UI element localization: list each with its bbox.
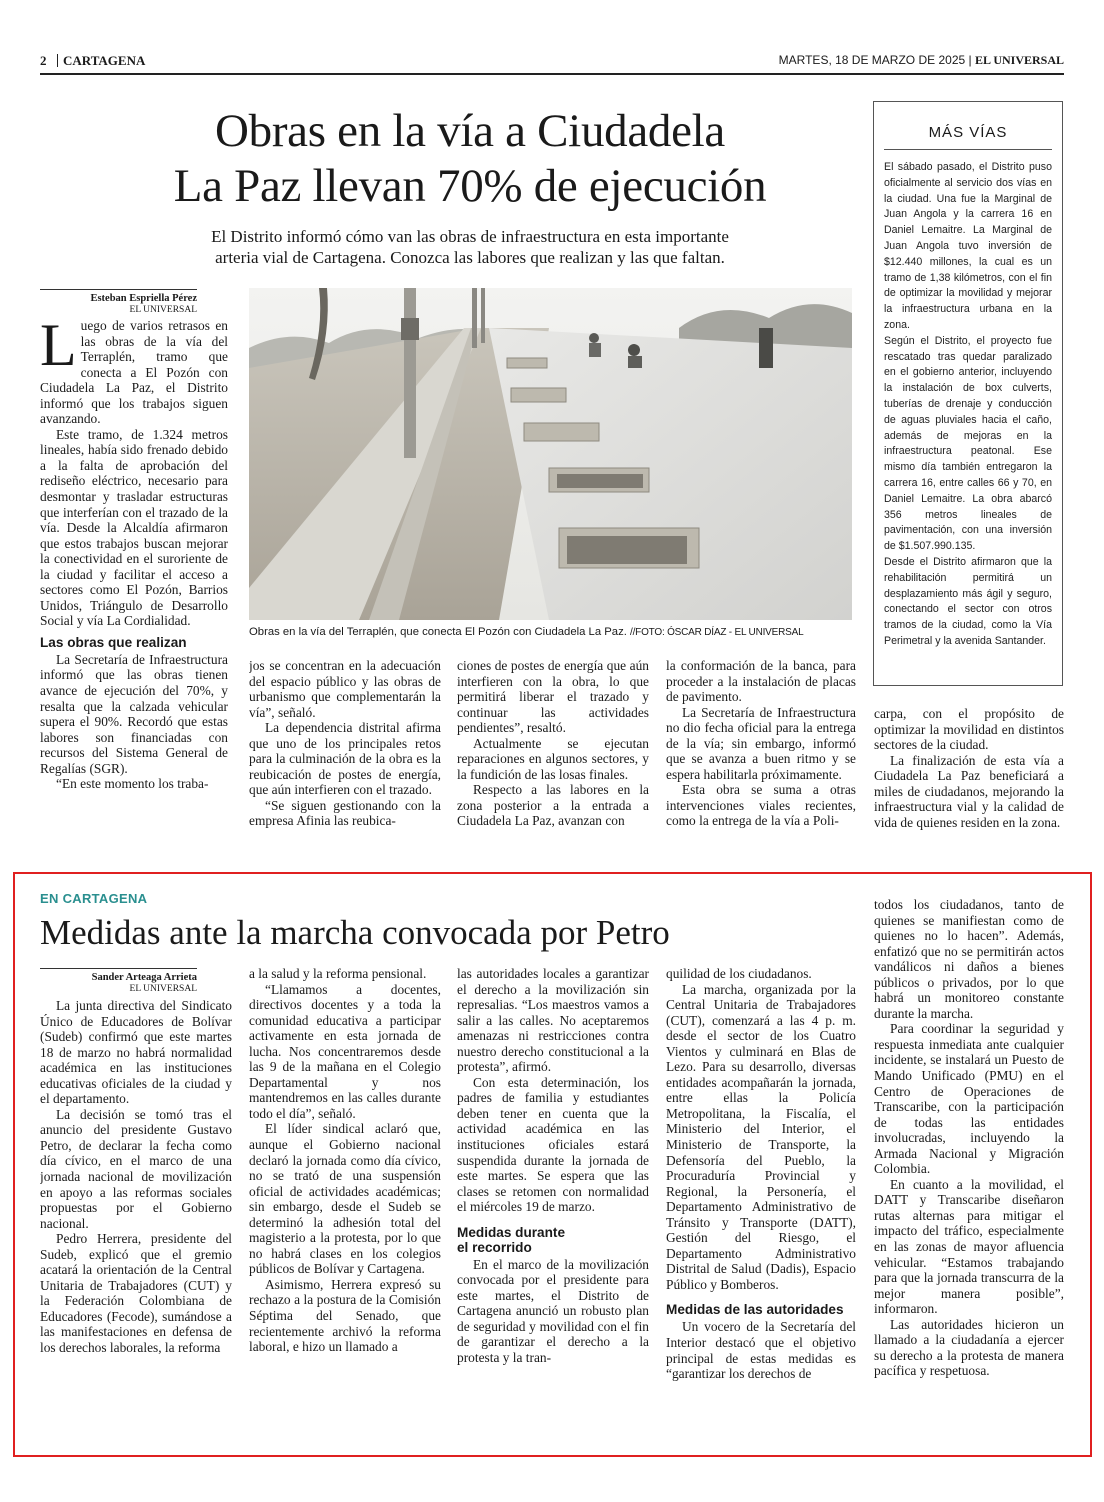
body-paragraph: Pedro Herrera, presidente del Sudeb, explicó que el gremio acatará la orientación de la Central Unitaria de Trabajadores (CUT) y la Federación Colombiana de Educadores (Fecode), sumándose a las manifestaciones en defensa de los derechos laborales, la reforma <box>40 1231 232 1356</box>
article1-column-5 <box>874 706 1064 864</box>
body-paragraph: Asimismo, Herrera expresó su rechazo a la postura de la Comisión Séptima del Senado, que recientemente archivó la reforma laboral, e hizo un llamado a <box>249 1276 441 1355</box>
body-paragraph: Este tramo, de 1.324 metros lineales, había sido frenado debido a la falta de aprobación del rediseño eléctrico, necesario para desmontar y trasladar estructuras que interferían con el trazado de la vía. Desde la Alcaldía afirmaron que estos trabajos buscan mejorar la conectividad en el suroriente de la ciudad y facilitar el acceso a sectores como El Pozón, Barrios Unidos, Triángulo de Desarrollo Social y vía La Cordialidad. <box>40 426 228 629</box>
article2-kicker: EN CARTAGENA <box>40 891 148 906</box>
subheading <box>457 1225 649 1255</box>
body-paragraph: En cuanto a la movilidad, el DATT y Transcaribe diseñaron rutas alternas para mitigar el impacto del tráfico, especialmente en las zonas de mayor afluencia vehicular. “Estamos trabajando para que la jornada transcurra de la mejor manera posible”, informaron. <box>874 1176 1064 1317</box>
page-number: 2 <box>40 53 47 68</box>
body-paragraph: jos se concentran en la adecuación del espacio público y las obras de urbanismo que complementarán la vía”, señaló. <box>249 658 441 720</box>
body-paragraph: La dependencia distrital afirma que uno de los principales retos para la culminación de la obra es la reubicación de postes de energía, que aún interfieren con el trazado. <box>249 720 441 798</box>
body-paragraph: Las autoridades hicieron un llamado a la ciudadanía a ejercer su derecho a la protesta de manera pacífica y respetuosa. <box>874 1316 1064 1379</box>
article1-column-2 <box>249 658 441 864</box>
article2-headline: Medidas ante la marcha convocada por Petro <box>40 913 670 952</box>
page-header <box>40 53 1064 75</box>
body-paragraph: Un vocero de la Secretaría del Interior destacó que el objetivo principal de estas medidas es “garantizar los derechos de <box>666 1319 856 1382</box>
body-paragraph: ciones de postes de energía que aún interfieren con la obra, lo que permitirá liberar el trazado y continuar las actividades pendientes”, resaltó. <box>457 658 649 736</box>
byline-organization: EL UNIVERSAL <box>129 305 197 315</box>
header-divider: | <box>968 53 975 67</box>
sidebar-body <box>884 160 1052 650</box>
drop-cap: L <box>40 318 77 378</box>
body-paragraph: “Se siguen gestionando con la empresa Afinia las reubica- <box>249 797 441 829</box>
article-photo <box>249 288 852 620</box>
body-paragraph: la conformación de la banca, para proceder a la instalación de placas de pavimento. <box>666 658 856 705</box>
body-paragraph: quilidad de los ciudadanos. <box>666 966 812 981</box>
body-paragraph: todos los ciudadanos, tanto de quienes se manifiestan como de quienes no lo hacen”. Además, enfatizó que no se permitirán actos vandálicos ni daños a bienes públicos o privados, por lo que habrá un monitoreo constante durante la marcha. <box>874 897 1064 1021</box>
newspaper-name: EL UNIVERSAL <box>974 53 1064 67</box>
article1-headline <box>90 104 850 214</box>
subheading: Medidas de las autoridades <box>666 1302 844 1318</box>
body-paragraph: Esta obra se suma a otras intervenciones viales recientes, como la entrega de la vía a Poli- <box>666 782 856 829</box>
body-paragraph: Actualmente se ejecutan reparaciones en algunos sectores, y la fundición de las losas finales. <box>457 735 649 782</box>
lead-text: uego de varios retrasos en las obras de la vía del Terraplén, tramo que conecta a El Pozón con Ciudadela La Paz, el Distrito informó que los trabajos siguen avanzando. <box>40 318 228 427</box>
body-paragraph: La finalización de esta vía a Ciudadela La Paz beneficiará a miles de ciudadanos, mejorando la infraestructura vial y la calidad de vida de quienes residen en la zona. <box>874 752 1064 830</box>
body-paragraph: El líder sindical aclaró que, aunque el Gobierno nacional declaró la jornada como día cívico, no se trató de una suspensión oficial de actividades académicas; sin embargo, desde el Sudeb se determinó la adhesión total del magisterio a la protesta, por lo que no habrá clases en los colegios públicos de Bolívar y Cartagena. <box>249 1121 441 1277</box>
byline-organization: EL UNIVERSAL <box>129 984 197 994</box>
caption-text: Obras en la vía del Terraplén, que conecta El Pozón con Ciudadela La Paz. <box>249 626 627 638</box>
subheading-line: el recorrido <box>457 1239 532 1255</box>
header-right <box>779 53 1064 68</box>
body-paragraph: En el marco de la movilización convocada por el presidente para este martes, el Distrito de Cartagena anunció un robusto plan de seguridad y movilidad con el fin de garantizar el derecho a la protesta y la tran- <box>457 1256 649 1366</box>
article2-column-1 <box>40 998 232 1438</box>
section-divider <box>57 54 58 67</box>
body-paragraph: La marcha, organizada por la Central Unitaria de Trabajadores (CUT), comenzará a las 4 p. m. desde el sector de los Cuatro Vientos y culminará en Blas de Lezo. Para su desarrollo, diversas entidades acompañarán la jornada, entre ellas la Policía Metropolitana, la Fiscalía, el Ministerio del Interior, el Ministerio de Transporte, la Defensoría del Pueblo, la Procuraduría Provincial y Regional, la Personería, el Departamento Administrativo de Tránsito y Transporte (DATT), Gestión del Riesgo, el Departamento Administrativo Distrital de Salud (Dadis), Espacio Público y Bomberos. <box>666 981 856 1292</box>
subtitle-line-2: arteria vial de Cartagena. Conozca las labores que realizan y las que faltan. <box>215 248 725 267</box>
body-paragraph: Con esta determinación, los padres de familia y estudiantes deben tener en cuenta que la actividad académica en las instituciones oficiales estará suspendida durante la jornada de este martes. Se espera que las clases se retomen con normalidad el miércoles 19 de marzo. <box>457 1074 649 1215</box>
article1-column-4 <box>666 658 856 864</box>
lead-paragraph <box>40 318 228 427</box>
photo-credit: //FOTO: ÓSCAR DÍAZ - EL UNIVERSAL <box>630 627 804 638</box>
article1-column-1 <box>40 318 228 866</box>
article1-byline <box>40 289 197 316</box>
sidebar-box <box>873 101 1063 686</box>
byline-author: Esteban Espriella Pérez <box>90 293 197 304</box>
body-paragraph: Respecto a las labores en la zona posterior a la entrada a Ciudadela La Paz, avanzan con <box>457 782 649 829</box>
article1-subtitle <box>110 226 830 268</box>
article2-column-5 <box>874 897 1064 1438</box>
body-paragraph: carpa, con el propósito de optimizar la movilidad en distintos sectores de la ciudad. <box>874 706 1064 753</box>
body-paragraph: La decisión se tomó tras el anuncio del presidente Gustavo Petro, de declarar la fecha como día cívico, en el marco de una jornada nacional de movilización en apoyo a las reformas sociales propuestas por el Gobierno nacional. <box>40 1106 232 1231</box>
article1-column-3 <box>457 658 649 864</box>
headline-line-2: La Paz llevan 70% de ejecución <box>173 160 767 212</box>
body-paragraph: a la salud y la reforma pensional. <box>249 966 427 981</box>
sidebar-paragraph: El sábado pasado, el Distrito puso oficialmente al servicio dos vías en la ciudad. Una fue la Marginal de Juan Angola y la carrera 16 en Daniel Lemaitre. La Marginal de Juan Angola tuvo inversión de $12.440 millones, la cual es un tramo de 1,38 kilómetros, con el fin de optimizar la movilidad y mejorar la infraestructura urbana en la zona. <box>884 161 1052 331</box>
subtitle-line-1: El Distrito informó cómo van las obras de infraestructura en esta importante <box>211 227 729 246</box>
article2-column-4 <box>666 966 856 1438</box>
body-paragraph: Para coordinar la seguridad y respuesta inmediata ante cualquier incidente, se instalará un Puesto de Mando Unificado (PMU) en el Centro de Operaciones de Transcaribe, con la participación de todas las entidades involucradas, incluyendo la Armada Nacional y Migración Colombia. <box>874 1021 1064 1177</box>
body-paragraph: La junta directiva del Sindicato Único de Educadores de Bolívar (Sudeb) confirmó que este martes 18 de marzo no habrá normalidad académica en las instituciones educativas oficiales de la ciudad y el departamento. <box>40 998 232 1107</box>
subheading-line: Medidas durante <box>457 1224 566 1240</box>
issue-date: MARTES, 18 DE MARZO DE 2025 <box>778 53 966 67</box>
section-name: CARTAGENA <box>63 53 146 68</box>
body-paragraph: La Secretaría de Infraestructura no dio fecha oficial para la entrega de la vía; sin embargo, informó que se avanza a buen ritmo y se espera habilitarla próximamente. <box>666 704 856 782</box>
sidebar-title: MÁS VÍAS <box>884 110 1052 150</box>
article2-column-3 <box>457 966 649 1438</box>
road-works-photo <box>249 288 852 620</box>
headline-line-1: Obras en la vía a Ciudadela <box>214 105 725 157</box>
subheading: Las obras que realizan <box>40 634 187 650</box>
body-paragraph: las autoridades locales a garantizar el derecho a la movilización sin represalias. “Los maestros vamos a salir a las calles. No aceptaremos amenazas ni restricciones contra nuestro derecho constitucional a la protesta”, afirmó. <box>457 966 649 1075</box>
photo-caption <box>249 625 852 640</box>
article2-column-2 <box>249 966 441 1438</box>
sidebar-paragraph: Según el Distrito, el proyecto fue rescatado tras quedar paralizado en el gobierno anterior, incluyendo la instalación de box culverts, tuberías de drenaje y conducción de aguas pluviales hacia el caño, además de mejoras en la infraestructura peatonal. Ese mismo día también entregaron la carrera 16, entre calles 66 y 70, en Daniel Lemaitre. La obra abarcó 356 metros lineales de pavimentación, con una inversión de $1.507.990.135. <box>884 334 1052 553</box>
body-paragraph: “En este momento los traba- <box>56 776 209 792</box>
article2-byline <box>40 968 197 995</box>
body-paragraph: “Llamamos a docentes, directivos docentes y a toda la comunidad educativa a participar activamente en esta jornada de lucha. Nos concentraremos desde las 9 de la mañana en el Colegio Departamental y nos mantendremos en las calles durante todo el día”, señaló. <box>249 981 441 1121</box>
sidebar-paragraph: Desde el Distrito afirmaron que la rehabilitación permitirá un desplazamiento más ágil y seguro, conectando el sector con otros tramos de la ciudad, como la Vía Perimetral y la avenida Santander. <box>884 555 1052 647</box>
byline-author: Sander Arteaga Arrieta <box>91 972 197 983</box>
body-paragraph: La Secretaría de Infraestructura informó que las obras tienen avance de ejecución del 70%, y resalta que la calzada vehicular supera el 90%. Recordó que estas labores son financiadas con recursos del Sistema General de Regalías (SGR). <box>40 651 228 776</box>
